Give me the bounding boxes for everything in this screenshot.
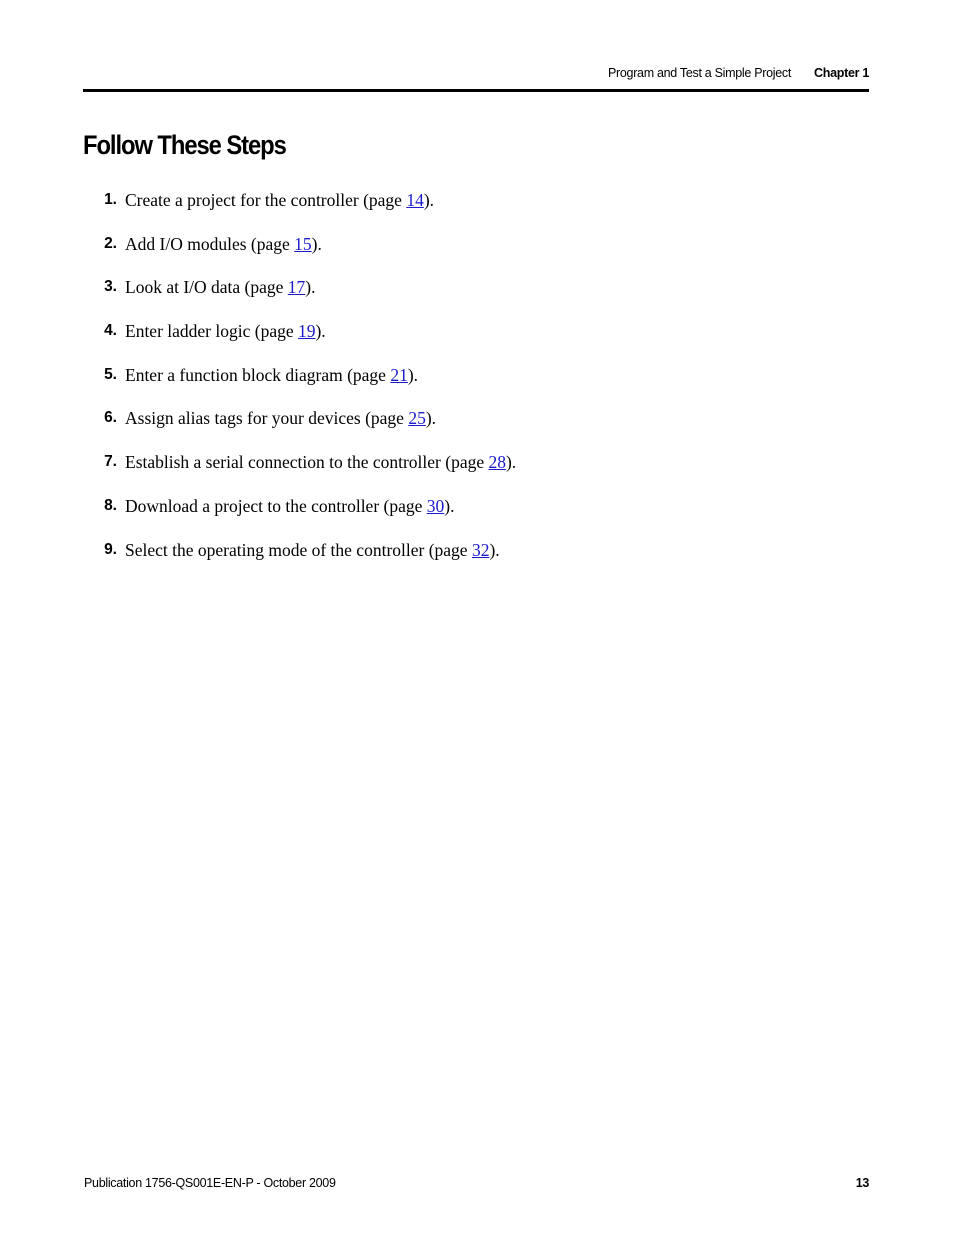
page-header	[84, 66, 869, 84]
step-suffix: ).	[311, 233, 322, 254]
step-suffix: ).	[444, 495, 455, 516]
step-number: 4.	[104, 322, 117, 340]
footer-publication: Publication 1756-QS001E-EN-P - October 2009	[84, 1176, 336, 1190]
step-label: Enter ladder logic (page	[125, 321, 298, 342]
page-link-19[interactable]: 19	[297, 321, 316, 342]
page-link-14[interactable]: 14	[406, 190, 424, 210]
step-text	[125, 538, 500, 562]
step-number: 6.	[104, 409, 117, 427]
step-number: 7.	[104, 453, 117, 471]
step-label: Enter a function block diagram (page	[125, 364, 391, 385]
page-link-25[interactable]: 25	[408, 408, 426, 429]
page-link-32[interactable]: 32	[471, 539, 490, 560]
step-text	[125, 450, 516, 474]
page-link-17[interactable]: 17	[287, 277, 306, 298]
step-number: 2.	[104, 234, 117, 252]
page-link-15[interactable]: 15	[294, 233, 312, 254]
step-number: 9.	[104, 540, 117, 558]
step-suffix: ).	[305, 277, 316, 298]
step-suffix: ).	[315, 321, 326, 342]
step-number: 1.	[104, 191, 117, 208]
step-number: 3.	[104, 278, 117, 296]
page-footer	[84, 1176, 869, 1194]
step-label: Download a project to the controller (page	[125, 495, 427, 516]
page-link-28[interactable]: 28	[488, 452, 506, 473]
step-number: 8.	[104, 496, 117, 514]
step-suffix: ).	[423, 190, 435, 210]
step-label: Look at I/O data (page	[125, 277, 288, 298]
step-text	[125, 232, 322, 256]
page-link-21[interactable]: 21	[390, 364, 408, 385]
step-text	[125, 275, 315, 299]
step-suffix: ).	[505, 452, 517, 473]
step-suffix: ).	[425, 408, 437, 429]
step-suffix: ).	[407, 364, 419, 385]
step-text	[125, 406, 436, 430]
page-link-30[interactable]: 30	[426, 495, 445, 516]
step-number: 5.	[104, 365, 117, 383]
step-text	[125, 494, 454, 518]
footer-page-number: 13	[855, 1176, 869, 1190]
step-text	[125, 188, 434, 212]
step-label: Create a project for the controller (page	[125, 190, 407, 210]
step-label: Assign alias tags for your devices (page	[125, 408, 409, 429]
step-label: Select the operating mode of the controller (page	[125, 539, 472, 560]
header-rule	[83, 89, 869, 92]
page-title: Follow These Steps	[83, 130, 286, 160]
step-label: Add I/O modules (page	[125, 233, 295, 254]
header-section-title: Program and Test a Simple Project	[607, 66, 791, 80]
header-chapter: Chapter 1	[814, 66, 869, 80]
step-text	[125, 319, 326, 343]
step-label: Establish a serial connection to the controller (page	[125, 452, 489, 473]
step-suffix: ).	[489, 539, 500, 560]
step-text	[125, 363, 418, 387]
